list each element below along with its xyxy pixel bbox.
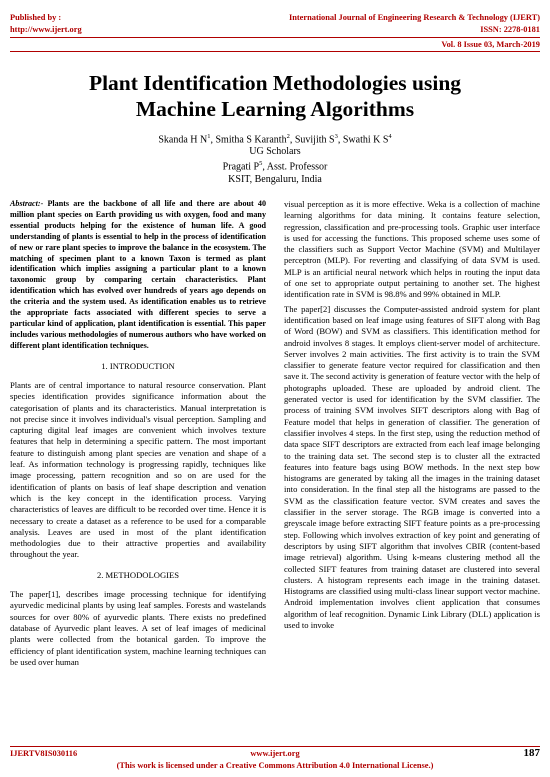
page-footer — [10, 747, 540, 773]
author-name: Skanda H N — [158, 134, 208, 146]
right-paragraph-1: visual perception as it is more effective. Weka is a collection of machine learning algorithms for data mining. It contains feature selection, regression, classification and pre-processing tools. Graphic user interface is used for accessing the functions. This proposed scheme uses some of the classifiers such as Support Vector Machine (SVM) and Multilayer perceptron (MLP). For reverting and classifying of data SVM is used. MLP is an artificial neural network which helps in routing the input data of one set to appropriate output pertaining to another set. The highest identification rate in SVM is 98.8% and 99% obtained in MLP. — [284, 199, 540, 300]
author-name: Swathi K S — [342, 134, 389, 146]
title-line-2: Machine Learning Algorithms — [135, 97, 415, 121]
abstract-label: Abstract:- — [10, 199, 44, 208]
left-column — [10, 199, 266, 671]
author-name: Suvijith S — [294, 134, 335, 146]
header-url[interactable]: http://www.ijert.org — [10, 25, 82, 34]
page-header — [10, 12, 540, 64]
author-list: Skanda H $N^1$, Smitha S Karanth$^2$, Suvijith $S^3$, Swathi K $S^4$ — [158, 133, 392, 146]
license-note: (This work is licensed under a Creative Commons Attribution 4.0 International License.) — [116, 761, 434, 770]
right-column — [284, 199, 540, 634]
author-sup: 2 — [286, 133, 290, 140]
author-sup: 3 — [334, 133, 338, 140]
advisor-role: , Asst. Professor — [262, 161, 328, 173]
published-by: Published by : — [10, 13, 62, 22]
author-sup: 1 — [207, 133, 211, 140]
author-sup: 4 — [388, 133, 392, 140]
footer-url[interactable]: www.ijert.org — [250, 749, 300, 758]
advisor-name: Pragati P — [222, 161, 260, 173]
header-rule-top — [10, 37, 540, 38]
methods-paragraph: The paper[1], describes image processing technique for identifying ayurvedic medicinal plants by using leaf samples. Forests and wastelands sources for over 80% of ayurvedic plants. There exists no predefined database of Ayurvedic plant leaves. A set of leaf images of medicinal plants were collected from the botanical garden. To improve the efficiency of plant identification system, machine learning techniques can be used over human — [10, 589, 266, 667]
section-heading-introduction: 1. INTRODUCTION — [101, 360, 175, 371]
right-paragraph-2: The paper[2] discusses the Computer-assisted android system for plant identification based on leaf image using features of SIFT along with Bag of Word (BOW) and SVM as classifiers. This identification method for android involves 8 stages. It employs client-server model of architecture. Server involves 2 main activities. The first activity is to train the SVM classifier to generate feature vector required for classification and then save it. The second activity is generation of feature vector with the help of photographs uploaded. These are uploaded by android client. The generated vector is used for identification by the SVM classifier. The process of training SVM involves SIFT descriptors along with Bag of Feature model that helps in generation of classifier. The generation of classifier involves 4 steps. In the first step, using the reduction method of data space SIFT descriptors are extracted from each leaf image belonging to the training data set. The second step is to cluster all the extracted features into feature bags using BOW methods. In the next step bow histograms are generated by taking all the images in the training dataset into consideration. In the final step all the histograms are passed to the SVM as the classification feature vector. SVM creates and saves the classifier in the server storage. The RGB image is converted into a greyscale image before extracting SIFT feature points as a pre-processing step. Following which involves extraction of key point and generating of descriptors by using SIFT algorithm that involves CBIR (content-based image retrieval) algorithm. Using k-means clustering method all the collected SIFT features from training dataset are clustered into several clusters. A histogram represents each image in the training dataset. Histograms are classified using multi-class linear support vector machine. Android implementation involves client application that consumes algorithm of leaf recognition. Dynamic Link Library (DLL) application is used to invoke — [284, 303, 540, 630]
advisor-line — [0, 158, 550, 173]
intro-paragraph: Plants are of central importance to natural resource conservation. Plant species identification provides significance information about the categorisation of plants and its characteristics. Manual interpretation is not precise since it involves individual's visual perception. Sampling and capturing digital leaf images are convenient which involves texture features that help in determining a specific pattern. The most important feature to distinguish among plant species are venation and shape of a leaf. As information technology is progressing rapidly, techniques like image processing, pattern recognition and so on are used for the identification of plants on basis of leaf shape description and venation which is the key concept in the identification process. Varying characteristics of leaves are difficult to be recorded over time. Hence it is necessary to create a dataset as a reference to be used for a comparable analysis. Leaves are used in most of the plant identification methodologies due to their attractive properties and availability throughout the year. — [10, 379, 266, 560]
volume-issue: Vol. 8 Issue 03, March-2019 — [441, 40, 540, 49]
advisor-sup: 5 — [259, 160, 263, 168]
issn: ISSN: 2278-0181 — [480, 25, 540, 34]
abstract — [10, 199, 266, 352]
page-number: 187 — [523, 747, 540, 759]
journal-name: International Journal of Engineering Research & Technology (IJERT) — [288, 13, 540, 22]
section-heading-methodologies: 2. METHODOLOGIES — [96, 569, 180, 580]
paper-title — [20, 70, 530, 122]
author-block — [0, 131, 550, 186]
institute: KSIT, Bengaluru, India — [228, 173, 322, 185]
author-group: UG Scholars — [249, 146, 301, 158]
abstract-text: Plants are the backbone of all life and there are about 40 million plant species on Earth providing us with oxygen, food and many essential products helping for the existence of human life. A good understanding of plants is essential to help in the process of identification of new or rare plant species to improve the balance in the ecosystem. The matching of specimen plant to a known Taxon is termed as plant identification which implies assigning a particular plant to a known taxonomic group by comparing certain characteristics. Plant identification which has evolved over hundreds of years ago depends on the criteria and the system used. As identification enables us to retrieve the appropriate facts associated with different species to serve a particular kind of application, plant identification is essential. This paper includes various methodologies of numerous authors who have worked on different plant identification techniques. — [10, 199, 266, 350]
title-line-1: Plant Identification Methodologies using — [88, 71, 462, 95]
author-name: Smitha S Karanth — [215, 134, 287, 146]
header-rule-bottom — [10, 51, 540, 52]
paper-id: IJERTV8IS030116 — [10, 749, 78, 758]
